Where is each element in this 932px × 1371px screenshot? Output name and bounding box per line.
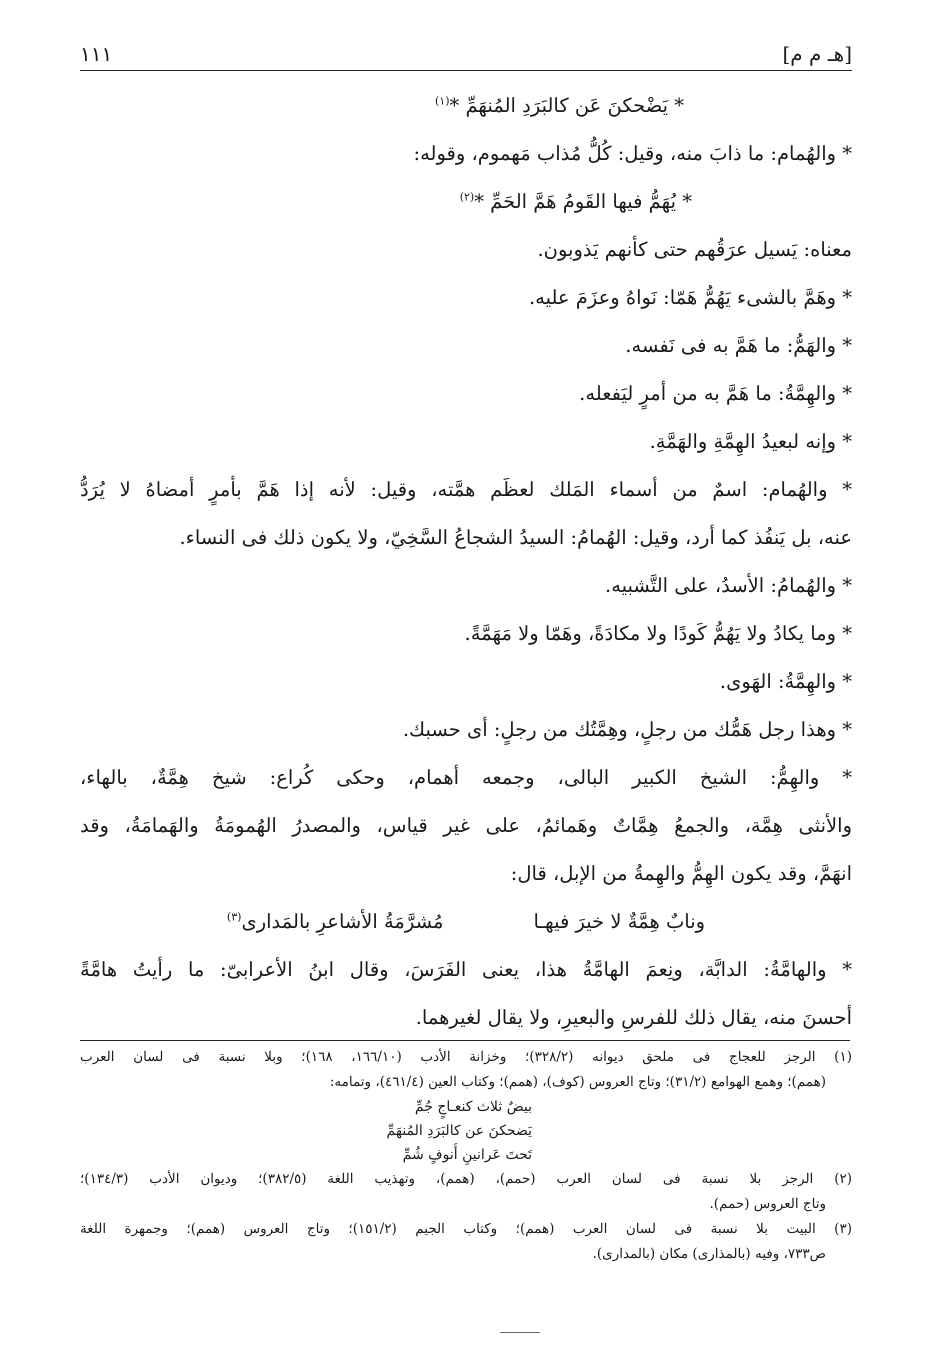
text-line: * والهِمَّةُ: ما هَمَّ به من أمرٍ ليَفعله. <box>579 382 852 405</box>
bottom-mark <box>500 1332 540 1333</box>
footnote-line: (٢) الرجز بلا نسبة فى لسان العرب (حمم)، (همم)، وتهذيب اللغة (٣٨٢/٥)؛ وديوان الأدب (١٣٤/٣)؛ <box>80 1171 852 1187</box>
text-line: * والهُمام: اسمٌ من أسماء المَلك لعظَم همَّته، وقيل: لأنه إذا هَمَّ بأمرٍ أمضاهُ لا يُرَدُّ <box>80 478 852 501</box>
text-line: * والهُمام: ما ذابَ منه، وقيل: كُلُّ مُذاب مَهموم، وقوله: <box>413 142 852 165</box>
footnote-line: بيضٌ ثلاث كنعـاجٍ جُمِّ <box>414 1099 532 1115</box>
poetry-verse <box>80 898 852 946</box>
text-line: * يُهَمُّ فيها القَومُ هَمَّ الحَمِّ *$^{(٢)}$ <box>459 190 692 213</box>
footnote-marker: (٢) <box>459 190 475 204</box>
footnote-rule <box>80 1040 850 1041</box>
verse-second-hemistich: مُشرَّمَةُ الأشاعرِ بالمَدارى$^{(٣)}$ <box>226 910 444 933</box>
footnote-marker: (٣) <box>226 910 242 924</box>
page-number: ١١١ <box>80 42 113 66</box>
footnote-line: (١) الرجز للعجاج فى ملحق ديوانه (٣٢٨/٢)؛ وخزانة الأدب (١٦٦/١٠، ١٦٨)؛ وبلا نسبة فى لسان العرب <box>80 1049 852 1065</box>
footnote-marker: (١) <box>434 94 450 108</box>
footnote-line: (همم)؛ وهمع الهوامع (٣١/٢)؛ وتاج العروس (كوف)، (همم)؛ وكتاب العين (٤٦١/٤)، وتمامه: <box>329 1074 826 1090</box>
text-line: انهَمَّ، وقد يكون الهِمُّ والهِمةُ من الإبل، قال: <box>510 862 852 885</box>
text-line: عنه، بل يَنفُذ كما أرد، وقيل: الهُمامُ: السيدُ الشجاعُ السَّخِيّ، ولا يكون ذلك فى النساء. <box>179 526 852 549</box>
text-line: معناه: يَسيل عرَقُهم حتى كأنهم يَذوبون. <box>537 238 852 261</box>
footnote-line: تَحتَ عَرانينِ أُنوفٍ شُمِّ <box>402 1147 532 1163</box>
text-line: * والهِمُّ: الشيخ الكبير البالى، وجمعه أهمام، وحكى كُراع: شيخ هِمَّةٌ، بالهاء، <box>80 766 852 789</box>
text-line: * وما يكادُ ولا يَهُمُّ كَودًا ولا مكادَةً، وهَمّا ولا مَهَمَّةً. <box>464 622 852 645</box>
text-line: * والهَمُّ: ما هَمَّ به فى نَفسه. <box>625 334 852 357</box>
footnotes <box>80 1045 852 1267</box>
footnote-line: (٣) البيت بلا نسبة فى لسان العرب (همم)؛ وكتاب الجيم (١٥١/٢)؛ وتاج العروس (همم)؛ وجمهرة اللغة <box>80 1221 852 1237</box>
main-text <box>80 82 852 1042</box>
footnote-line: ص٧٣٣، وفيه (بالمذارى) مكان (بالمدارى). <box>592 1246 826 1262</box>
text-line: * يَضْحكنَ عَن كالبَرَدِ المُنهَمِّ *$^{(١)}$ <box>434 94 684 117</box>
footnote-line: وتاج العروس (حمم). <box>709 1196 826 1212</box>
text-line: * وإنه لبعيدُ الهِمَّةِ والهَمَّةِ. <box>649 430 852 453</box>
text-line: أحسنَ منه، يقال ذلك للفرسِ والبعيرِ، ولا يقال لغيرهما. <box>415 1006 852 1029</box>
text-line: * والهُمامُ: الأسدُ، على التَّشبيه. <box>605 574 852 597</box>
verse-first-hemistich: ونابٌ هِمَّةٌ لا خيرَ فيهـا <box>533 910 706 933</box>
text-line: * وهذا رجل هَمُّك من رجلٍ، وهِمَّتُك من رجلٍ: أى حسبك. <box>402 718 852 741</box>
text-line: * والهامَّةُ: الدابَّة، ونِعمَ الهامَّةُ هذا، يعنى الفَرَسَ، وقال ابنُ الأعرابىّ: ما رأيتُ هامَّةً <box>80 958 852 981</box>
section-heading: [هـ م م] <box>782 42 852 66</box>
running-header <box>80 36 852 66</box>
header-rule <box>80 70 852 71</box>
text-line: * وهَمَّ بالشىء يَهُمُّ هَمّا: نَواهُ وعزَمَ عليه. <box>528 286 852 309</box>
text-line: والأنثى هِمَّة، والجمعُ هِمَّاتٌ وهَمائمُ، على غير قياس، والمصدرُ الهُمومَةُ والهَمامَةُ، وقد <box>80 814 852 837</box>
text-line: * والهِمَّةُ: الهَوى. <box>719 670 852 693</box>
footnote-line: يَضحكنَ عن كالبَرَدِ المُنهَمِّ <box>386 1123 532 1139</box>
